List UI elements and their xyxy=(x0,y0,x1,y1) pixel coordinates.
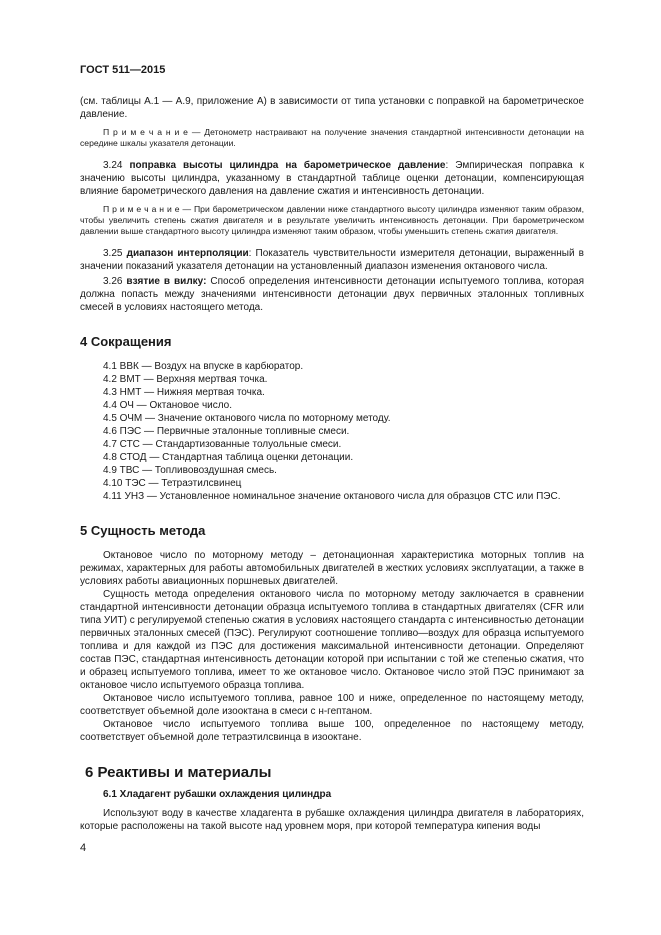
section-5-paragraph: Октановое число испытуемого топлива, равное 100 и ниже, определенное по настоящему методу, соответствует объемной доле изооктана в смеси с н-гептаном. xyxy=(80,693,584,717)
term-definition: Способ определения интенсивности детонации испытуемого топлива, которая должна попасть между значениями интенсивности детонации двух первичных эталонных топливных смесей в условиях настоящего метода. xyxy=(80,276,585,313)
page-number: 4 xyxy=(80,842,87,854)
list-item: 4.6 ПЭС — Первичные эталонные топливные смеси. xyxy=(103,426,350,437)
list-item: 4.7 СТС — Стандартизованные толуольные смеси. xyxy=(103,439,342,450)
term-title: диапазон интерполяции xyxy=(126,248,249,259)
note-text: — При барометрическом давлении ниже стандартного высоту цилиндра изменяют таким образом, чтобы увеличить степень сжатия двигателя и в результате увеличить интенсивность детонации. При барометрическом давлении выше стандартного высоту цилиндра изменяют таким образом, чтобы уменьшить степень сжатия двигателя. xyxy=(80,204,585,236)
term-number: 3.24 xyxy=(103,160,123,171)
intro-paragraph: (см. таблицы А.1 — А.9, приложение А) в зависимости от типа установки с поправкой на барометрическое давление. xyxy=(80,96,584,120)
list-item: 4.8 СТОД — Стандартная таблица оценки детонации. xyxy=(103,452,354,463)
term-3-25 xyxy=(80,247,584,273)
section-6-title: 6 Реактивы и материалы xyxy=(85,764,272,781)
term-title: поправка высоты цилиндра на барометрическое давление xyxy=(129,160,446,171)
term-number: 3.25 xyxy=(103,248,123,259)
list-item: 4.10 ТЭС — Тетраэтилсвинец xyxy=(103,478,242,489)
term-definition: : Показатель чувствительности измерителя детонации, выраженный в значении показаний указателя детонации на установленный диапазон изменения октанового числа. xyxy=(80,248,584,272)
section-5-paragraph: Сущность метода определения октанового числа по моторному методу заключается в сравнении стандартной интенсивности детонации образца испытуемого топлива в стандартных двигателях (CFR или типа УИТ) с регулируемой степенью сжатия в условиях настоящего стандарта с интенсивностью детонации первичных эталонных смесей (ПЭС). Регулируют соотношение топливо—воздух для образца испытуемого топлива и для каждой из ПЭС для достижения максимальной интенсивности детонации. Определяют состав ПЭС, стандартная интенсивность детонации которой при испытании с той же степенью сжатия, что и образец испытуемого топлива, имеет то же октановое число. Октановое число этой ПЭС принимают за октановое число испытуемого образца топлива. xyxy=(80,589,584,691)
page-content xyxy=(80,95,584,833)
section-6-1-subtitle: 6.1 Хладагент рубашки охлаждения цилиндра xyxy=(103,789,332,800)
document-header: ГОСТ 511—2015 xyxy=(80,64,166,76)
section-4-title: 4 Сокращения xyxy=(80,334,172,349)
note-label: П р и м е ч а н и е xyxy=(103,127,188,137)
note-label: П р и м е ч а н и е xyxy=(103,204,180,214)
abbreviations-list xyxy=(80,360,584,503)
section-5-title: 5 Сущность метода xyxy=(80,523,206,538)
list-item: 4.5 ОЧМ — Значение октанового числа по моторному методу. xyxy=(103,413,391,424)
note-text: — Детонометр настраивают на получение значения стандартной интенсивности детонации на середине шкалы указателя детонации. xyxy=(80,127,585,148)
term-3-24-note xyxy=(80,204,584,237)
list-item: 4.4 ОЧ — Октановое число. xyxy=(103,400,233,411)
section-6-paragraph: Используют воду в качестве хладагента в рубашке охлаждения цилиндра двигателя в лабораториях, которые расположены на такой высоте над уровнем моря, при которой температура кипения воды xyxy=(80,808,584,832)
term-title: взятие в вилку: xyxy=(126,276,207,287)
list-item: 4.2 ВМТ — Верхняя мертвая точка. xyxy=(103,374,268,385)
list-item: 4.1 ВВК — Воздух на впуске в карбюратор. xyxy=(103,361,304,372)
intro-note xyxy=(80,127,584,149)
term-number: 3.26 xyxy=(103,276,123,287)
term-3-24 xyxy=(80,159,584,198)
term-definition: : Эмпирическая поправка к значению высоты цилиндра, указанному в стандартной таблице оценки детонации, компенсирующая влияние барометрического давления на давление сжатия и интенсивность детонации. xyxy=(80,160,584,197)
list-item: 4.3 НМТ — Нижняя мертвая точка. xyxy=(103,387,265,398)
section-5-paragraph: Октановое число испытуемого топлива выше 100, определенное по настоящему методу, соответствует объемной доле тетраэтилсвинца в изооктане. xyxy=(80,719,584,743)
section-5-paragraph: Октановое число по моторному методу – детонационная характеристика моторных топлив на режимах, характерных для работы автомобильных двигателей в жестких условиях эксплуатации, а также в условиях работы авиационных поршневых двигателей. xyxy=(80,550,584,587)
list-item: 4.9 ТВС — Топливовоздушная смесь. xyxy=(103,465,277,476)
term-3-26 xyxy=(80,275,584,314)
list-item: 4.11 УНЗ — Установленное номинальное значение октанового числа для образцов СТС или ПЭС. xyxy=(103,491,561,502)
